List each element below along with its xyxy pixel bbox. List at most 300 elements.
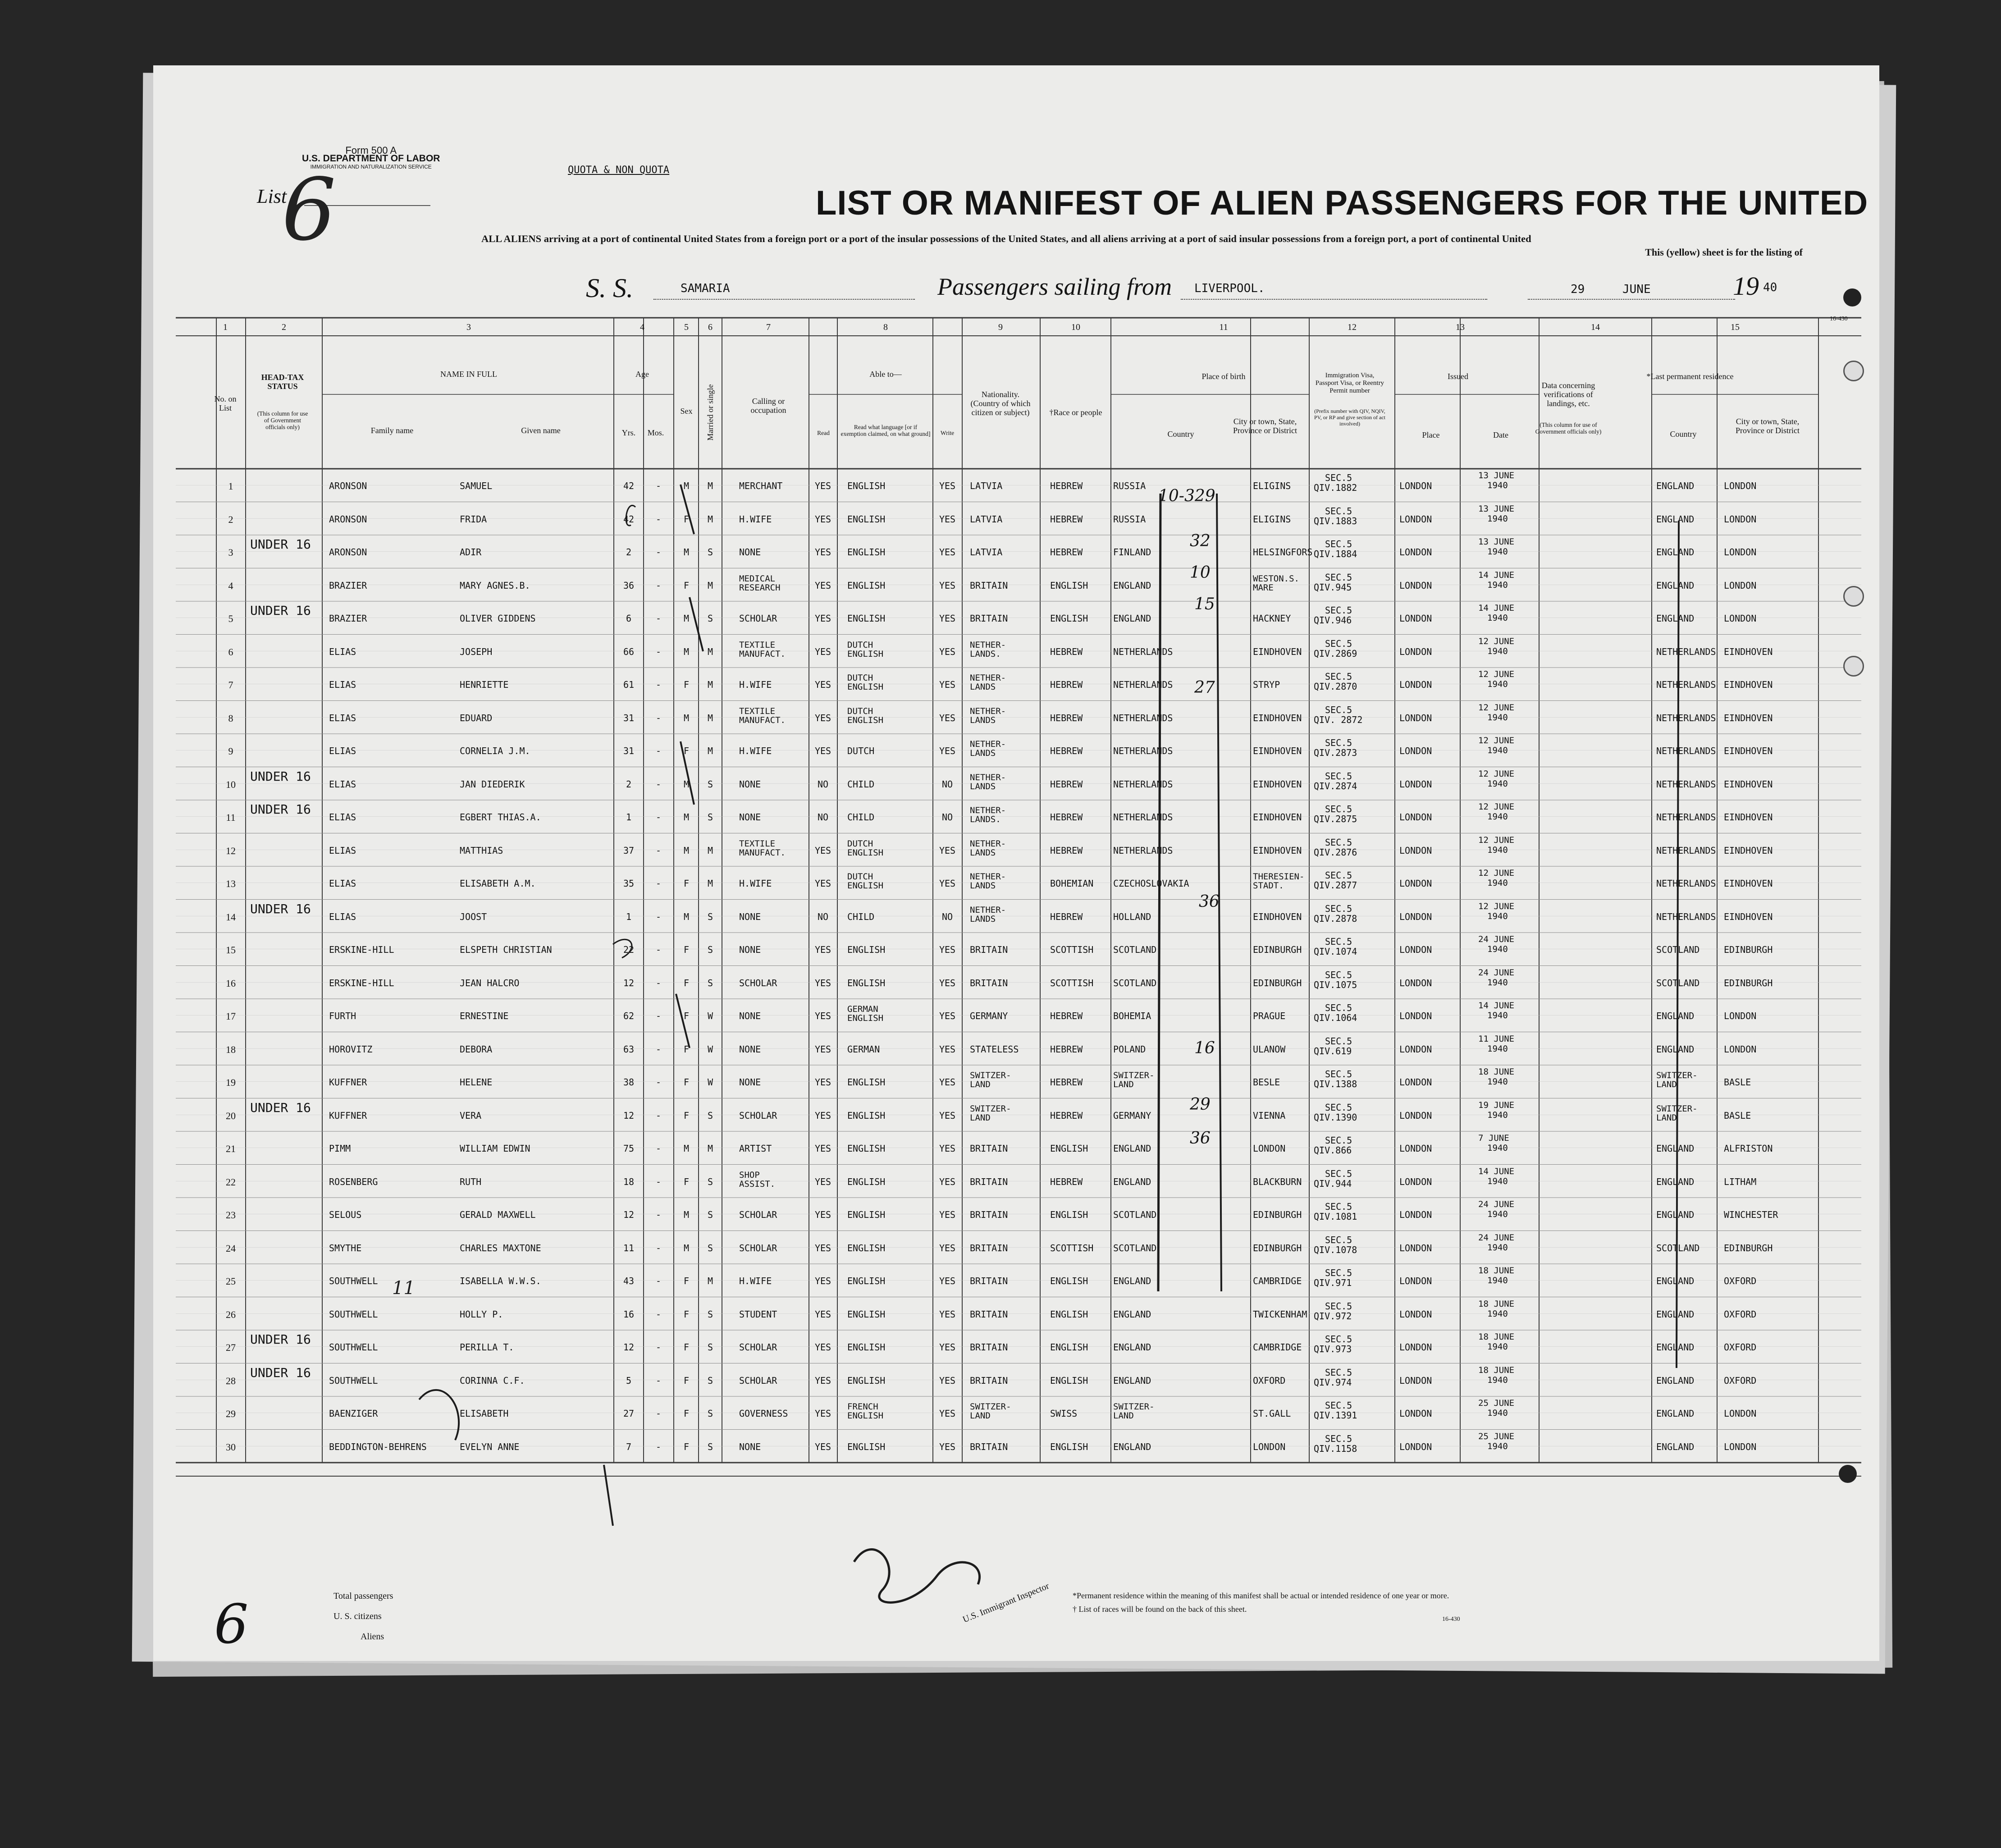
marital-status: S <box>707 1176 713 1187</box>
given-name: ELISABETH A.M. <box>460 878 536 889</box>
read-language: ENGLISH <box>847 580 886 591</box>
read-language: ENGLISH <box>847 1342 886 1353</box>
marital-status: S <box>707 911 713 922</box>
nationality: BRITAIN <box>970 1375 1008 1386</box>
occupation: SCHOLAR <box>739 1110 777 1121</box>
nationality: BRITAIN <box>970 1242 1008 1253</box>
birth-city: EDINBURGH <box>1253 977 1302 988</box>
birth-country: HOLLAND <box>1113 911 1151 922</box>
row-number: 18 <box>226 1043 236 1055</box>
given-name: ERNESTINE <box>460 1011 509 1021</box>
header-place-of-birth: Place of birth <box>1202 372 1246 381</box>
column-number: 9 <box>998 322 1003 332</box>
residence-country: NETHERLANDS <box>1656 646 1716 657</box>
issued-place: LONDON <box>1399 845 1432 856</box>
marital-status: M <box>707 679 713 690</box>
birth-country: NETHERLANDS <box>1113 778 1173 790</box>
birth-country: SCOTLAND <box>1113 1242 1157 1253</box>
age-years: 63 <box>623 1043 635 1055</box>
age-years: 38 <box>623 1077 635 1088</box>
issued-year: 1940 <box>1487 1375 1508 1385</box>
age-months: - <box>655 580 662 591</box>
race: BOHEMIAN <box>1050 878 1094 889</box>
aliens-label: Aliens <box>361 1632 384 1642</box>
issued-place: LONDON <box>1399 513 1432 525</box>
birth-city: HACKNEY <box>1253 613 1291 624</box>
family-name: ARONSON <box>329 513 367 525</box>
age-months: - <box>655 613 662 624</box>
manifest-sheet <box>153 65 1879 1661</box>
occupation: MERCHANT <box>739 480 783 491</box>
visa-number: QIV.972 <box>1314 1310 1352 1322</box>
read-language: ENGLISH <box>847 1276 886 1286</box>
family-name: ELIAS <box>329 679 356 690</box>
given-name: ADIR <box>460 547 482 558</box>
sex: M <box>683 613 690 624</box>
sex: F <box>683 944 690 955</box>
birth-country: SCOTLAND <box>1113 977 1157 988</box>
header-visa: Immigration Visa, Passport Visa, or Reentry Permit number <box>1315 372 1384 394</box>
sail-year: 40 <box>1763 281 1777 294</box>
race: HEBREW <box>1050 746 1083 756</box>
sex: M <box>683 911 690 922</box>
can-write: YES <box>939 1308 956 1320</box>
column-number: 5 <box>684 322 689 332</box>
race: HEBREW <box>1050 513 1083 525</box>
row-number: 16 <box>226 977 236 989</box>
race: ENGLISH <box>1050 1276 1088 1286</box>
issued-year: 1940 <box>1487 580 1508 590</box>
can-write: YES <box>939 679 956 690</box>
visa-section: SEC.5 <box>1325 936 1352 947</box>
race: HEBREW <box>1050 547 1083 558</box>
residence-country: NETHERLANDS <box>1656 746 1716 756</box>
given-name: WILLIAM EDWIN <box>460 1143 530 1154</box>
issued-place: LONDON <box>1399 1342 1432 1353</box>
nationality: BRITAIN <box>970 580 1008 591</box>
handwritten-footer-number: 6 <box>214 1593 249 1656</box>
birth-city: CAMBRIDGE <box>1253 1342 1302 1353</box>
issued-place: LONDON <box>1399 911 1432 922</box>
can-read: NO <box>817 778 829 790</box>
family-name: BRAZIER <box>329 613 367 624</box>
age-years: 43 <box>623 1276 635 1286</box>
given-name: GERALD MAXWELL <box>460 1209 536 1220</box>
age-months: - <box>655 1176 662 1187</box>
age-months: - <box>655 712 662 723</box>
issued-date: 18 JUNE <box>1478 1299 1515 1309</box>
footnote-residence: *Permanent residence within the meaning of this manifest shall be actual or intended residence of one year or more. <box>1073 1591 1449 1600</box>
marital-status: M <box>707 1143 713 1154</box>
family-name: ELIAS <box>329 646 356 657</box>
header-head-tax-note: (This column for use of Government officials only) <box>257 410 308 430</box>
issued-date: 12 JUNE <box>1478 768 1515 779</box>
issued-date: 12 JUNE <box>1478 702 1515 713</box>
row-number: 7 <box>228 679 233 691</box>
can-read: YES <box>814 1143 831 1154</box>
can-read: NO <box>817 812 829 823</box>
can-write: NO <box>941 812 953 823</box>
header-head-tax: HEAD-TAX STATUS <box>261 373 304 391</box>
nationality: LANDS <box>970 682 996 692</box>
residence-country: NETHERLANDS <box>1656 712 1716 723</box>
issued-place: LONDON <box>1399 812 1432 823</box>
can-write: YES <box>939 1011 956 1021</box>
visa-section: SEC.5 <box>1325 1334 1352 1345</box>
race: ENGLISH <box>1050 1375 1088 1386</box>
race: ENGLISH <box>1050 1308 1088 1320</box>
residence-country: SWITZER- <box>1656 1070 1698 1080</box>
occupation: NONE <box>739 1011 761 1021</box>
sex: M <box>683 1143 690 1154</box>
header-issued-place: Place <box>1422 430 1440 439</box>
age-months: - <box>655 812 662 823</box>
age-years: 31 <box>623 746 635 756</box>
birth-city: ELIGINS <box>1253 513 1291 525</box>
row-number: 8 <box>228 712 233 724</box>
can-write: YES <box>939 513 956 525</box>
age-months: - <box>655 746 662 756</box>
nationality: BRITAIN <box>970 613 1008 624</box>
sex: M <box>683 547 690 558</box>
marital-status: M <box>707 1276 713 1286</box>
head-tax-status: UNDER 16 <box>250 901 311 916</box>
can-write: YES <box>939 977 956 988</box>
given-name: HOLLY P. <box>460 1308 503 1320</box>
header-visa-note: (Prefix number with QIV, NQIV, PV, or RP and give section of act involved) <box>1314 408 1385 427</box>
column-number: 13 <box>1456 322 1465 332</box>
nationality: LAND <box>970 1411 991 1421</box>
sail-month: JUNE <box>1622 283 1651 296</box>
occupation: GOVERNESS <box>739 1408 788 1419</box>
can-write: YES <box>939 646 956 657</box>
sex: F <box>683 1043 690 1055</box>
issued-date: 14 JUNE <box>1478 1001 1515 1011</box>
visa-section: SEC.5 <box>1325 1201 1352 1212</box>
marital-status: W <box>707 1011 713 1021</box>
row-number: 9 <box>228 746 233 757</box>
age-months: - <box>655 1242 662 1253</box>
birth-city: BESLE <box>1253 1077 1280 1088</box>
residence-city: EINDHOVEN <box>1724 812 1773 823</box>
sailing-label: Passengers sailing from <box>937 273 1172 300</box>
row-number: 19 <box>226 1077 236 1088</box>
read-language: ENGLISH <box>847 1077 886 1088</box>
can-read: YES <box>814 977 831 988</box>
birth-city: MARE <box>1253 582 1274 593</box>
marital-status: W <box>707 1077 713 1088</box>
header-married: Married or single <box>706 384 715 441</box>
residence-city: BASLE <box>1724 1077 1751 1088</box>
issued-year: 1940 <box>1487 1011 1508 1020</box>
column-number: 14 <box>1591 322 1600 332</box>
header-given-name: Given name <box>521 426 561 435</box>
marital-status: S <box>707 778 713 790</box>
occupation: MANUFACT. <box>739 715 786 725</box>
visa-number: QIV.1074 <box>1314 946 1357 957</box>
read-language: ENGLISH <box>847 1242 886 1253</box>
row-number: 11 <box>226 812 236 823</box>
header-res-city: City or town, State, Province or District <box>1736 417 1800 435</box>
nationality: NETHER- <box>970 838 1006 849</box>
marital-status: S <box>707 547 713 558</box>
age-years: 37 <box>623 845 635 856</box>
issued-date: 12 JUNE <box>1478 669 1515 679</box>
birth-country: ENGLAND <box>1113 1143 1151 1154</box>
family-name: PIMM <box>329 1143 351 1154</box>
visa-section: SEC.5 <box>1325 572 1352 583</box>
header-name-in-full: NAME IN FULL <box>440 370 497 379</box>
issued-place: LONDON <box>1399 1043 1432 1055</box>
occupation: SCHOLAR <box>739 1342 777 1353</box>
given-name: HENRIETTE <box>460 679 509 690</box>
issued-date: 18 JUNE <box>1478 1266 1515 1276</box>
issued-date: 18 JUNE <box>1478 1067 1515 1077</box>
age-months: - <box>655 1110 662 1121</box>
header-race: †Race or people <box>1049 408 1102 417</box>
issued-year: 1940 <box>1487 1176 1508 1186</box>
annotation-7: 16 <box>1194 1039 1215 1057</box>
visa-number: QIV.1064 <box>1314 1012 1357 1023</box>
occupation: MEDICAL <box>739 573 776 584</box>
can-read: YES <box>814 1276 831 1286</box>
residence-country: NETHERLANDS <box>1656 878 1716 889</box>
given-name: EVELYN ANNE <box>460 1441 520 1452</box>
occupation: NONE <box>739 778 761 790</box>
occupation: SCHOLAR <box>739 1242 777 1253</box>
issued-place: LONDON <box>1399 1408 1432 1419</box>
row-number: 13 <box>226 878 236 889</box>
age-months: - <box>655 646 662 657</box>
residence-city: EINDHOVEN <box>1724 712 1773 723</box>
given-name: VERA <box>460 1110 482 1121</box>
birth-country: GERMANY <box>1113 1110 1151 1121</box>
read-language: ENGLISH <box>847 613 886 624</box>
header-birth-city: City or town, State, Province or District <box>1233 417 1297 435</box>
read-language: ENGLISH <box>847 649 884 659</box>
nationality: BRITAIN <box>970 1176 1008 1187</box>
birth-country: ENGLAND <box>1113 1176 1151 1187</box>
issued-place: LONDON <box>1399 1308 1432 1320</box>
birth-country: ENGLAND <box>1113 1276 1151 1286</box>
marital-status: S <box>707 1242 713 1253</box>
can-write: YES <box>939 1242 956 1253</box>
visa-number: QIV.1391 <box>1314 1410 1357 1421</box>
column-number: 6 <box>708 322 713 332</box>
read-language: CHILD <box>847 778 875 790</box>
family-name: BEDDINGTON-BEHRENS <box>329 1441 427 1452</box>
annotation-6: 36 <box>1199 892 1220 911</box>
race: ENGLISH <box>1050 580 1088 591</box>
can-read: YES <box>814 1110 831 1121</box>
age-months: - <box>655 1143 662 1154</box>
column-number: 10 <box>1071 322 1080 332</box>
read-language: ENGLISH <box>847 547 886 558</box>
visa-section: SEC.5 <box>1325 837 1352 848</box>
header-no-on-list: No. on List <box>214 394 237 412</box>
issued-place: LONDON <box>1399 679 1432 690</box>
family-name: KUFFNER <box>329 1110 367 1121</box>
sex: F <box>683 1308 690 1320</box>
visa-number: QIV.1883 <box>1314 515 1357 526</box>
header-read-language: Read what language [or if exemption claimed, on what ground] <box>841 424 931 437</box>
family-name: ELIAS <box>329 712 356 723</box>
age-months: - <box>655 977 662 988</box>
issued-place: LONDON <box>1399 878 1432 889</box>
race: ENGLISH <box>1050 1143 1088 1154</box>
row-number: 6 <box>228 646 233 658</box>
row-number: 30 <box>226 1441 236 1453</box>
race: HEBREW <box>1050 1110 1083 1121</box>
given-name: CORNELIA J.M. <box>460 746 530 756</box>
nationality: NETHER- <box>970 739 1006 749</box>
marital-status: W <box>707 1043 713 1055</box>
read-language: DUTCH <box>847 746 875 756</box>
can-read: YES <box>814 1242 831 1253</box>
marital-status: S <box>707 1441 713 1452</box>
residence-city: LONDON <box>1724 513 1757 525</box>
family-name: ELIAS <box>329 878 356 889</box>
nationality: LANDS <box>970 715 996 725</box>
residence-country: NETHERLANDS <box>1656 845 1716 856</box>
given-name: ELSPETH CHRISTIAN <box>460 944 552 955</box>
visa-number: QIV.1388 <box>1314 1079 1357 1089</box>
residence-country: ENGLAND <box>1656 1209 1695 1220</box>
occupation: H.WIFE <box>739 513 772 525</box>
header-issued: Issued <box>1448 372 1468 381</box>
issued-date: 11 JUNE <box>1478 1034 1515 1044</box>
birth-country: ENGLAND <box>1113 613 1151 624</box>
header-write: Write <box>940 430 955 436</box>
occupation: SHOP <box>739 1170 760 1180</box>
residence-country: ENGLAND <box>1656 1375 1695 1386</box>
header-calling: Calling or occupation <box>750 397 786 415</box>
can-read: YES <box>814 1176 831 1187</box>
quota-label: QUOTA & NON QUOTA <box>568 165 670 176</box>
nationality: BRITAIN <box>970 1209 1008 1220</box>
residence-city: LONDON <box>1724 547 1757 558</box>
issued-year: 1940 <box>1487 746 1508 755</box>
age-months: - <box>655 1077 662 1088</box>
age-months: - <box>655 1276 662 1286</box>
family-name: FURTH <box>329 1011 356 1021</box>
occupation: ARTIST <box>739 1143 772 1154</box>
birth-city: BLACKBURN <box>1253 1176 1302 1187</box>
nationality: LANDS <box>970 914 996 924</box>
can-write: YES <box>939 1143 956 1154</box>
can-write: YES <box>939 746 956 756</box>
visa-section: SEC.5 <box>1325 1433 1352 1444</box>
visa-section: SEC.5 <box>1325 1234 1352 1245</box>
nationality: BRITAIN <box>970 977 1008 988</box>
residence-city: LONDON <box>1724 613 1757 624</box>
nationality: SWITZER- <box>970 1402 1011 1412</box>
can-read: YES <box>814 1043 831 1055</box>
read-language: ENGLISH <box>847 715 884 725</box>
residence-city: EDINBURGH <box>1724 977 1773 988</box>
annotation-5: 27 <box>1194 678 1215 697</box>
sex: F <box>683 1276 690 1286</box>
birth-city: EINDHOVEN <box>1253 746 1302 756</box>
column-number: 15 <box>1731 322 1740 332</box>
residence-city: EINDHOVEN <box>1724 878 1773 889</box>
residence-country: ENGLAND <box>1656 1441 1695 1452</box>
can-write: YES <box>939 1110 956 1121</box>
issued-year: 1940 <box>1487 1408 1508 1418</box>
marital-status: M <box>707 513 713 525</box>
can-read: YES <box>814 746 831 756</box>
nationality: BRITAIN <box>970 1276 1008 1286</box>
birth-city: OXFORD <box>1253 1375 1286 1386</box>
birth-country: NETHERLANDS <box>1113 812 1173 823</box>
birth-city: EDINBURGH <box>1253 1209 1302 1220</box>
nationality: SWITZER- <box>970 1070 1011 1080</box>
header-age: Age <box>635 370 649 379</box>
marital-status: S <box>707 977 713 988</box>
head-tax-status: UNDER 16 <box>250 603 311 618</box>
residence-country: ENGLAND <box>1656 547 1695 558</box>
issued-date: 12 JUNE <box>1478 901 1515 911</box>
residence-city: OXFORD <box>1724 1276 1757 1286</box>
read-language: FRENCH <box>847 1402 878 1412</box>
issued-place: LONDON <box>1399 1276 1432 1286</box>
can-read: NO <box>817 911 829 922</box>
birth-city: EINDHOVEN <box>1253 845 1302 856</box>
annotation-1: 10-329 <box>1158 487 1215 505</box>
age-months: - <box>655 1011 662 1021</box>
read-language: ENGLISH <box>847 682 884 692</box>
residence-country: NETHERLANDS <box>1656 679 1716 690</box>
can-read: YES <box>814 712 831 723</box>
nationality: NETHER- <box>970 905 1006 915</box>
birth-country: SWITZER- <box>1113 1070 1155 1080</box>
read-language: GERMAN <box>847 1004 878 1014</box>
occupation: TEXTILE <box>739 838 776 849</box>
issued-place: LONDON <box>1399 1242 1432 1253</box>
race: HEBREW <box>1050 1011 1083 1021</box>
birth-city: VIENNA <box>1253 1110 1286 1121</box>
row-number: 12 <box>226 845 236 856</box>
can-write: YES <box>939 1408 956 1419</box>
can-read: YES <box>814 1011 831 1021</box>
race: ENGLISH <box>1050 1342 1088 1353</box>
row-number: 23 <box>226 1209 236 1221</box>
issued-date: 12 JUNE <box>1478 736 1515 746</box>
sex: M <box>683 845 690 856</box>
annotation-3: 10 <box>1190 563 1211 582</box>
occupation: NONE <box>739 1077 761 1088</box>
residence-city: BASLE <box>1724 1110 1751 1121</box>
residence-country: ENGLAND <box>1656 613 1695 624</box>
age-years: 12 <box>623 1342 635 1353</box>
sex: F <box>683 1342 690 1353</box>
race: HEBREW <box>1050 812 1083 823</box>
visa-number: QIV.944 <box>1314 1178 1352 1189</box>
page-title: LIST OR MANIFEST OF ALIEN PASSENGERS FOR THE UNITED <box>816 184 1869 222</box>
birth-country: SCOTLAND <box>1113 944 1157 955</box>
read-language: ENGLISH <box>847 944 886 955</box>
header-yrs: Yrs. <box>621 428 636 437</box>
issued-date: 13 JUNE <box>1478 503 1515 514</box>
head-tax-status: UNDER 16 <box>250 1100 311 1115</box>
family-name: SMYTHE <box>329 1242 362 1253</box>
visa-number: QIV.2873 <box>1314 747 1357 758</box>
residence-city: LITHAM <box>1724 1176 1757 1187</box>
residence-city: LONDON <box>1724 480 1757 491</box>
race: HEBREW <box>1050 712 1083 723</box>
residence-city: EINDHOVEN <box>1724 911 1773 922</box>
marital-status: S <box>707 1308 713 1320</box>
